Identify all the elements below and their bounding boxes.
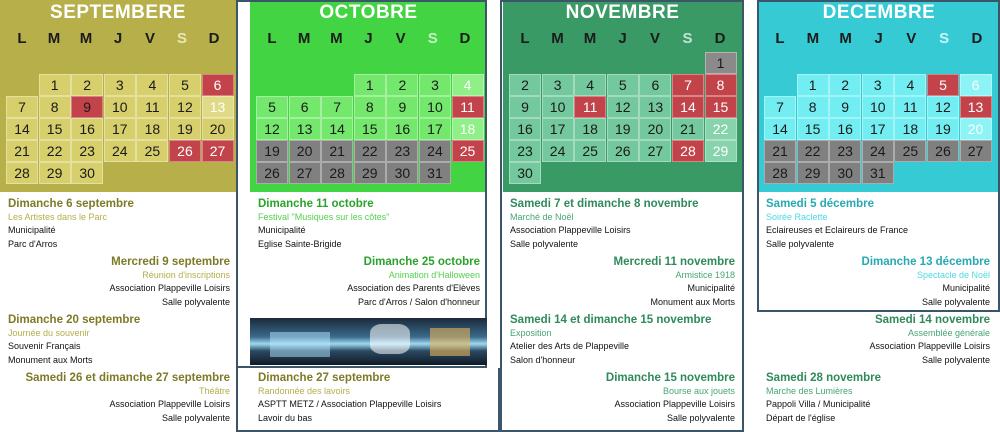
day-cell[interactable]: 15 bbox=[705, 96, 737, 118]
day-cell[interactable]: 12 bbox=[169, 96, 201, 118]
day-cell[interactable]: 9 bbox=[386, 96, 418, 118]
day-cell[interactable]: 6 bbox=[289, 96, 321, 118]
day-cell[interactable]: 23 bbox=[386, 140, 418, 162]
event-title: Dimanche 15 novembre bbox=[605, 372, 735, 384]
day-cell[interactable]: 5 bbox=[169, 74, 201, 96]
day-cell[interactable]: 11 bbox=[136, 96, 168, 118]
event-nov14b bbox=[869, 313, 990, 367]
weekday-row-october: L M M J V S D bbox=[267, 30, 471, 47]
day-cell[interactable]: 6 bbox=[202, 74, 234, 96]
day-cell[interactable]: 29 bbox=[797, 162, 829, 184]
event-location: Salle polyvalente bbox=[161, 296, 230, 307]
day-cell[interactable]: 14 bbox=[321, 118, 353, 140]
day-cell[interactable]: 21 bbox=[764, 140, 796, 162]
day-cell[interactable]: 25 bbox=[894, 140, 926, 162]
event-location: Salle polyvalente bbox=[921, 296, 990, 307]
event-sep20 bbox=[8, 313, 140, 367]
day-cell[interactable]: 30 bbox=[509, 162, 541, 184]
event-title: Dimanche 25 octobre bbox=[363, 256, 480, 268]
event-title: Samedi 5 décembre bbox=[766, 198, 875, 210]
event-title: Dimanche 11 octobre bbox=[258, 198, 374, 210]
event-oct25 bbox=[347, 255, 480, 309]
event-location: Salon d'honneur bbox=[510, 354, 576, 365]
event-oct11 bbox=[258, 197, 389, 251]
event-location: Lavoir du bas bbox=[258, 412, 313, 423]
event-organizer: Municipalité bbox=[258, 225, 306, 236]
month-title-november: NOVEMBRE bbox=[565, 2, 680, 23]
day-cell[interactable]: 2 bbox=[386, 74, 418, 96]
day-cell[interactable]: 14 bbox=[672, 96, 704, 118]
day-cell[interactable]: 3 bbox=[104, 74, 136, 96]
day-cell[interactable]: 2 bbox=[71, 74, 103, 96]
day-cell[interactable]: 12 bbox=[927, 96, 959, 118]
event-location: Salle polyvalente bbox=[161, 412, 230, 423]
day-cell[interactable]: 9 bbox=[71, 96, 103, 118]
day-grid-september bbox=[6, 74, 234, 184]
day-cell[interactable]: 8 bbox=[797, 96, 829, 118]
month-title-october: OCTOBRE bbox=[319, 2, 418, 23]
event-sep27 bbox=[258, 371, 441, 425]
day-cell[interactable]: 18 bbox=[452, 118, 484, 140]
event-title: Dimanche 6 septembre bbox=[8, 198, 134, 210]
event-organizer: Association Plappeville Loisirs bbox=[510, 225, 631, 236]
day-cell[interactable]: 4 bbox=[136, 74, 168, 96]
day-cell[interactable]: 11 bbox=[574, 96, 606, 118]
day-cell[interactable]: 5 bbox=[607, 74, 639, 96]
day-cell[interactable]: 8 bbox=[705, 74, 737, 96]
weekday-row-november: L M M J V S D bbox=[520, 30, 726, 47]
event-organizer: Eclaireuses et Eclaireurs de France bbox=[766, 225, 909, 236]
event-title: Samedi 26 et dimanche 27 septembre bbox=[25, 372, 230, 384]
day-cell[interactable]: 7 bbox=[764, 96, 796, 118]
day-cell[interactable]: 11 bbox=[452, 96, 484, 118]
empty-cell bbox=[607, 52, 639, 74]
empty-cell bbox=[6, 74, 38, 96]
day-cell[interactable]: 17 bbox=[862, 118, 894, 140]
day-cell[interactable]: 10 bbox=[104, 96, 136, 118]
event-nov11 bbox=[614, 255, 735, 309]
event-sep26 bbox=[25, 371, 230, 425]
day-cell[interactable]: 17 bbox=[542, 118, 574, 140]
day-cell[interactable]: 3 bbox=[862, 74, 894, 96]
event-organizer: Association Plappeville Loisirs bbox=[109, 399, 230, 410]
day-cell[interactable]: 31 bbox=[419, 162, 451, 184]
day-cell[interactable]: 7 bbox=[6, 96, 38, 118]
day-cell[interactable]: 26 bbox=[256, 162, 288, 184]
weekday-row-september: L M M J V S D bbox=[17, 30, 220, 47]
month-title-september: SEPTEMBERE bbox=[50, 2, 186, 23]
day-cell[interactable]: 21 bbox=[672, 118, 704, 140]
event-subtitle: Bourse aux jouets bbox=[662, 386, 735, 396]
day-cell[interactable]: 24 bbox=[419, 140, 451, 162]
event-nov15 bbox=[606, 371, 735, 425]
day-cell[interactable]: 20 bbox=[289, 140, 321, 162]
event-organizer: Association des Parents d'Elèves bbox=[347, 283, 480, 294]
day-cell[interactable]: 22 bbox=[705, 118, 737, 140]
event-title: Dimanche 20 septembre bbox=[8, 314, 141, 326]
event-location: Salle polyvalente bbox=[666, 412, 735, 423]
event-location: Salle polyvalente bbox=[510, 238, 579, 249]
day-cell[interactable]: 19 bbox=[169, 118, 201, 140]
day-cell[interactable]: 4 bbox=[574, 74, 606, 96]
event-sep6 bbox=[8, 197, 134, 251]
day-cell[interactable]: 25 bbox=[574, 140, 606, 162]
event-subtitle: Marché de Noël bbox=[510, 212, 574, 222]
day-cell[interactable]: 23 bbox=[71, 140, 103, 162]
event-organizer: Municipalité bbox=[687, 283, 735, 294]
day-cell[interactable]: 16 bbox=[509, 118, 541, 140]
day-cell[interactable]: 20 bbox=[960, 118, 992, 140]
empty-cell bbox=[672, 52, 704, 74]
event-subtitle: Festival "Musiques sur les côtes" bbox=[258, 212, 390, 222]
day-cell[interactable]: 28 bbox=[321, 162, 353, 184]
day-cell[interactable]: 24 bbox=[104, 140, 136, 162]
day-cell[interactable]: 26 bbox=[169, 140, 201, 162]
day-cell[interactable]: 5 bbox=[256, 96, 288, 118]
day-cell[interactable]: 30 bbox=[386, 162, 418, 184]
event-title: Samedi 14 et dimanche 15 novembre bbox=[510, 314, 712, 326]
empty-cell bbox=[256, 74, 288, 96]
day-cell[interactable]: 1 bbox=[705, 52, 737, 74]
event-location: Monument aux Morts bbox=[650, 296, 735, 307]
day-cell[interactable]: 19 bbox=[607, 118, 639, 140]
day-cell[interactable]: 19 bbox=[256, 140, 288, 162]
empty-cell bbox=[639, 52, 671, 74]
event-organizer: Association Plappeville Loisirs bbox=[109, 283, 230, 294]
day-cell[interactable]: 9 bbox=[829, 96, 861, 118]
day-cell[interactable]: 25 bbox=[452, 140, 484, 162]
event-nov28 bbox=[766, 371, 881, 425]
day-cell[interactable]: 7 bbox=[321, 96, 353, 118]
day-cell[interactable]: 8 bbox=[39, 96, 71, 118]
event-dec5 bbox=[766, 197, 908, 251]
day-cell[interactable]: 13 bbox=[202, 96, 234, 118]
day-cell[interactable]: 25 bbox=[136, 140, 168, 162]
event-subtitle: Assemblée générale bbox=[907, 328, 990, 338]
weekday-row-december: L M M J V S D bbox=[775, 30, 983, 47]
day-cell[interactable]: 22 bbox=[39, 140, 71, 162]
day-cell[interactable]: 21 bbox=[6, 140, 38, 162]
day-cell[interactable]: 10 bbox=[862, 96, 894, 118]
day-cell[interactable]: 4 bbox=[894, 74, 926, 96]
day-cell[interactable]: 29 bbox=[354, 162, 386, 184]
event-subtitle: Soirée Raclette bbox=[766, 212, 828, 222]
event-title: Dimanche 27 septembre bbox=[258, 372, 391, 384]
day-cell[interactable]: 23 bbox=[509, 140, 541, 162]
day-cell[interactable]: 5 bbox=[927, 74, 959, 96]
day-cell[interactable]: 29 bbox=[705, 140, 737, 162]
day-cell[interactable]: 12 bbox=[607, 96, 639, 118]
day-cell[interactable]: 20 bbox=[639, 118, 671, 140]
event-title: Mercredi 11 novembre bbox=[613, 256, 735, 268]
day-cell[interactable]: 1 bbox=[354, 74, 386, 96]
day-cell[interactable]: 3 bbox=[419, 74, 451, 96]
event-subtitle: Randonnée des lavoirs bbox=[258, 386, 351, 396]
day-cell[interactable]: 26 bbox=[607, 140, 639, 162]
day-cell[interactable]: 9 bbox=[509, 96, 541, 118]
day-cell[interactable]: 30 bbox=[829, 162, 861, 184]
event-subtitle: Animation d'Halloween bbox=[388, 270, 480, 280]
event-location: Salle polyvalente bbox=[766, 238, 835, 249]
event-location: Salle polyvalente bbox=[921, 354, 990, 365]
day-cell[interactable]: 6 bbox=[639, 74, 671, 96]
day-grid-december bbox=[764, 74, 992, 184]
day-cell[interactable]: 20 bbox=[202, 118, 234, 140]
day-cell[interactable]: 28 bbox=[764, 162, 796, 184]
day-cell[interactable]: 15 bbox=[39, 118, 71, 140]
day-cell[interactable]: 30 bbox=[71, 162, 103, 184]
event-title: Samedi 14 novembre bbox=[874, 314, 990, 326]
event-location: Départ de l'église bbox=[766, 412, 836, 423]
event-subtitle: Théâtre bbox=[198, 386, 230, 396]
day-cell[interactable]: 22 bbox=[354, 140, 386, 162]
event-title: Dimanche 13 décembre bbox=[861, 256, 990, 268]
day-cell[interactable]: 14 bbox=[764, 118, 796, 140]
day-cell[interactable]: 2 bbox=[509, 74, 541, 96]
day-cell[interactable]: 13 bbox=[289, 118, 321, 140]
empty-cell bbox=[574, 52, 606, 74]
day-cell[interactable]: 24 bbox=[862, 140, 894, 162]
day-cell[interactable]: 27 bbox=[960, 140, 992, 162]
empty-cell bbox=[289, 74, 321, 96]
day-cell[interactable]: 23 bbox=[829, 140, 861, 162]
event-location: Parc d'Arros bbox=[8, 238, 58, 249]
day-cell[interactable]: 4 bbox=[452, 74, 484, 96]
event-organizer: Municipalité bbox=[8, 225, 56, 236]
day-cell[interactable]: 21 bbox=[321, 140, 353, 162]
day-cell[interactable]: 3 bbox=[542, 74, 574, 96]
day-cell[interactable]: 18 bbox=[136, 118, 168, 140]
day-grid-october bbox=[256, 74, 484, 184]
day-cell[interactable]: 10 bbox=[419, 96, 451, 118]
day-cell[interactable]: 27 bbox=[202, 140, 234, 162]
day-cell[interactable]: 13 bbox=[639, 96, 671, 118]
event-nov14 bbox=[510, 313, 711, 367]
event-location: Eglise Sainte-Brigide bbox=[258, 238, 342, 249]
day-cell[interactable]: 24 bbox=[542, 140, 574, 162]
day-cell[interactable]: 22 bbox=[797, 140, 829, 162]
event-sep9 bbox=[109, 255, 230, 309]
event-title: Mercredi 9 septembre bbox=[111, 256, 230, 268]
day-cell[interactable]: 1 bbox=[797, 74, 829, 96]
event-subtitle: Journée du souvenir bbox=[8, 328, 90, 338]
day-cell[interactable]: 28 bbox=[6, 162, 38, 184]
day-cell[interactable]: 18 bbox=[574, 118, 606, 140]
event-title: Samedi 28 novembre bbox=[766, 372, 882, 384]
event-location: Parc d'Arros / Salon d'honneur bbox=[357, 296, 480, 307]
day-cell[interactable]: 13 bbox=[960, 96, 992, 118]
event-subtitle: Armistice 1918 bbox=[675, 270, 735, 280]
day-cell[interactable]: 8 bbox=[354, 96, 386, 118]
day-cell[interactable]: 11 bbox=[894, 96, 926, 118]
day-cell[interactable]: 18 bbox=[894, 118, 926, 140]
day-cell[interactable]: 12 bbox=[256, 118, 288, 140]
empty-cell bbox=[542, 52, 574, 74]
event-title: Samedi 7 et dimanche 8 novembre bbox=[510, 198, 699, 210]
lavoir-night-photo bbox=[250, 318, 487, 365]
event-nov7 bbox=[510, 197, 699, 251]
event-organizer: Association Plappeville Loisirs bbox=[869, 341, 990, 352]
day-cell[interactable]: 1 bbox=[39, 74, 71, 96]
day-cell[interactable]: 27 bbox=[639, 140, 671, 162]
day-cell[interactable]: 28 bbox=[672, 140, 704, 162]
event-subtitle: Réunion d'inscriptions bbox=[142, 270, 230, 280]
event-organizer: Municipalité bbox=[942, 283, 990, 294]
empty-cell bbox=[321, 74, 353, 96]
day-cell[interactable]: 10 bbox=[542, 96, 574, 118]
day-cell[interactable]: 17 bbox=[104, 118, 136, 140]
october-frame bbox=[236, 0, 487, 368]
event-location: Monument aux Morts bbox=[8, 354, 93, 365]
event-organizer: Pappoli Villa / Municipalité bbox=[766, 399, 871, 410]
day-cell[interactable]: 14 bbox=[6, 118, 38, 140]
day-cell[interactable]: 16 bbox=[386, 118, 418, 140]
event-organizer: Atelier des Arts de Plappeville bbox=[510, 341, 630, 352]
event-subtitle: Les Artistes dans le Parc bbox=[8, 212, 108, 222]
day-cell[interactable]: 7 bbox=[672, 74, 704, 96]
day-grid-november bbox=[509, 52, 737, 184]
event-organizer: Association Plappeville Loisirs bbox=[614, 399, 735, 410]
day-cell[interactable]: 15 bbox=[354, 118, 386, 140]
month-title-december: DECEMBRE bbox=[822, 2, 936, 23]
day-cell[interactable]: 2 bbox=[829, 74, 861, 96]
day-cell[interactable]: 6 bbox=[960, 74, 992, 96]
day-cell[interactable]: 31 bbox=[862, 162, 894, 184]
empty-cell bbox=[764, 74, 796, 96]
day-cell[interactable]: 17 bbox=[419, 118, 451, 140]
event-subtitle: Spectacle de Noël bbox=[916, 270, 990, 280]
event-subtitle: Marche des Lumières bbox=[766, 386, 853, 396]
day-cell[interactable]: 15 bbox=[797, 118, 829, 140]
day-cell[interactable]: 27 bbox=[289, 162, 321, 184]
event-dec13 bbox=[862, 255, 990, 309]
day-cell[interactable]: 16 bbox=[829, 118, 861, 140]
empty-cell bbox=[509, 52, 541, 74]
event-organizer: ASPTT METZ / Association Plappeville Loisirs bbox=[258, 399, 442, 410]
day-cell[interactable]: 19 bbox=[927, 118, 959, 140]
day-cell[interactable]: 16 bbox=[71, 118, 103, 140]
day-cell[interactable]: 26 bbox=[927, 140, 959, 162]
event-subtitle: Exposition bbox=[510, 328, 552, 338]
event-organizer: Souvenir Français bbox=[8, 341, 81, 352]
day-cell[interactable]: 29 bbox=[39, 162, 71, 184]
